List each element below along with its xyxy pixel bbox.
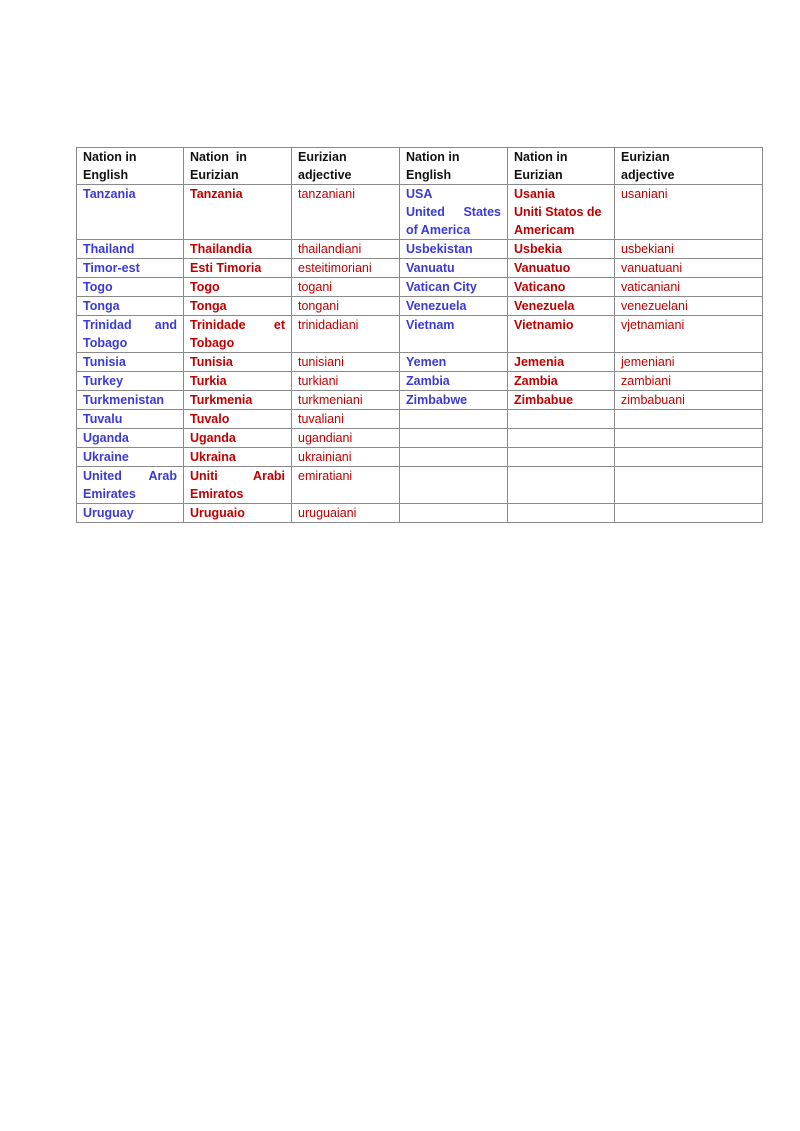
nation-english-cell: Timor-est xyxy=(77,259,184,278)
nation-eurizian-cell: Tonga xyxy=(184,297,292,316)
nation-english-cell: Vanuatu xyxy=(400,259,508,278)
nation-eurizian-cell: Esti Timoria xyxy=(184,259,292,278)
nation-english-cell: United Arab Emirates xyxy=(77,467,184,504)
table-row xyxy=(77,391,763,410)
nation-eurizian-cell: Zimbabue xyxy=(508,391,615,410)
nation-eurizian-cell: Uruguaio xyxy=(184,504,292,523)
nation-eurizian-cell: Togo xyxy=(184,278,292,297)
adjective-cell: trinidadiani xyxy=(292,316,400,353)
nation-english-cell: Uganda xyxy=(77,429,184,448)
nation-eurizian-cell: Vanuatuo xyxy=(508,259,615,278)
empty-cell xyxy=(508,448,615,467)
table-row xyxy=(77,185,763,240)
table-row xyxy=(77,259,763,278)
nation-eurizian-cell: Uniti Arabi Emiratos xyxy=(184,467,292,504)
nation-english-cell: Thailand xyxy=(77,240,184,259)
nation-english-cell: Ukraine xyxy=(77,448,184,467)
empty-cell xyxy=(400,467,508,504)
adjective-cell: usaniani xyxy=(615,185,763,240)
nation-eurizian-cell: Vietnamio xyxy=(508,316,615,353)
table-header-row xyxy=(77,148,763,185)
adjective-cell: tuvaliani xyxy=(292,410,400,429)
adjective-cell: zimbabuani xyxy=(615,391,763,410)
adjective-cell: emiratiani xyxy=(292,467,400,504)
adjective-cell: venezuelani xyxy=(615,297,763,316)
adjective-cell: ukrainiani xyxy=(292,448,400,467)
adjective-cell: ugandiani xyxy=(292,429,400,448)
adjective-cell: esteitimoriani xyxy=(292,259,400,278)
table-row xyxy=(77,372,763,391)
nation-eurizian-cell: Thailandia xyxy=(184,240,292,259)
empty-cell xyxy=(615,410,763,429)
header-nation-english: Nation in English xyxy=(400,148,508,185)
nation-eurizian-cell: Turkia xyxy=(184,372,292,391)
empty-cell xyxy=(400,410,508,429)
nation-eurizian-cell: Uganda xyxy=(184,429,292,448)
table-row xyxy=(77,429,763,448)
adjective-cell: tongani xyxy=(292,297,400,316)
nation-english-cell: Trinidad and Tobago xyxy=(77,316,184,353)
adjective-cell: togani xyxy=(292,278,400,297)
nation-eurizian-cell: Vaticano xyxy=(508,278,615,297)
table-row xyxy=(77,240,763,259)
nation-eurizian-cell: Usania Uniti Statos de Americam xyxy=(508,185,615,240)
nation-english-cell: USA United States of America xyxy=(400,185,508,240)
empty-cell xyxy=(508,410,615,429)
nation-eurizian-cell: Usbekia xyxy=(508,240,615,259)
nation-english-cell: Usbekistan xyxy=(400,240,508,259)
adjective-cell: turkiani xyxy=(292,372,400,391)
empty-cell xyxy=(508,429,615,448)
empty-cell xyxy=(615,467,763,504)
adjective-cell: uruguaiani xyxy=(292,504,400,523)
nation-eurizian-cell: Turkmenia xyxy=(184,391,292,410)
adjective-cell: vanuatuani xyxy=(615,259,763,278)
nation-english-cell: Tunisia xyxy=(77,353,184,372)
adjective-cell: vjetnamiani xyxy=(615,316,763,353)
header-nation-eurizian: Nation in Eurizian xyxy=(508,148,615,185)
nation-eurizian-cell: Jemenia xyxy=(508,353,615,372)
nation-eurizian-cell: Tuvalo xyxy=(184,410,292,429)
nation-english-cell: Turkmenistan xyxy=(77,391,184,410)
nations-table xyxy=(76,147,763,523)
table-row xyxy=(77,467,763,504)
table-row xyxy=(77,353,763,372)
nation-english-cell: Tuvalu xyxy=(77,410,184,429)
adjective-cell: thailandiani xyxy=(292,240,400,259)
empty-cell xyxy=(400,448,508,467)
nation-english-cell: Tonga xyxy=(77,297,184,316)
empty-cell xyxy=(400,429,508,448)
nation-english-cell: Tanzania xyxy=(77,185,184,240)
nation-english-cell: Venezuela xyxy=(400,297,508,316)
table-row xyxy=(77,297,763,316)
nation-english-cell: Togo xyxy=(77,278,184,297)
adjective-cell: tunisiani xyxy=(292,353,400,372)
nation-english-cell: Vatican City xyxy=(400,278,508,297)
empty-cell xyxy=(615,429,763,448)
nation-english-cell: Vietnam xyxy=(400,316,508,353)
adjective-cell: zambiani xyxy=(615,372,763,391)
table-row xyxy=(77,448,763,467)
nation-eurizian-cell: Tunisia xyxy=(184,353,292,372)
nation-english-cell: Zimbabwe xyxy=(400,391,508,410)
header-eurizian-adjective: Eurizian adjective xyxy=(615,148,763,185)
table-row xyxy=(77,278,763,297)
adjective-cell: turkmeniani xyxy=(292,391,400,410)
nation-eurizian-cell: Trinidade et Tobago xyxy=(184,316,292,353)
table-row xyxy=(77,410,763,429)
nation-eurizian-cell: Zambia xyxy=(508,372,615,391)
table-row xyxy=(77,504,763,523)
nation-english-cell: Uruguay xyxy=(77,504,184,523)
nation-english-cell: Yemen xyxy=(400,353,508,372)
empty-cell xyxy=(508,504,615,523)
header-nation-english: Nation in English xyxy=(77,148,184,185)
nation-eurizian-cell: Venezuela xyxy=(508,297,615,316)
nation-eurizian-cell: Tanzania xyxy=(184,185,292,240)
empty-cell xyxy=(615,504,763,523)
adjective-cell: vaticaniani xyxy=(615,278,763,297)
adjective-cell: tanzaniani xyxy=(292,185,400,240)
nation-eurizian-cell: Ukraina xyxy=(184,448,292,467)
adjective-cell: usbekiani xyxy=(615,240,763,259)
empty-cell xyxy=(400,504,508,523)
header-nation-eurizian: Nation in Eurizian xyxy=(184,148,292,185)
nation-english-cell: Turkey xyxy=(77,372,184,391)
nation-english-cell: Zambia xyxy=(400,372,508,391)
header-eurizian-adjective: Eurizian adjective xyxy=(292,148,400,185)
empty-cell xyxy=(615,448,763,467)
empty-cell xyxy=(508,467,615,504)
table-row xyxy=(77,316,763,353)
adjective-cell: jemeniani xyxy=(615,353,763,372)
